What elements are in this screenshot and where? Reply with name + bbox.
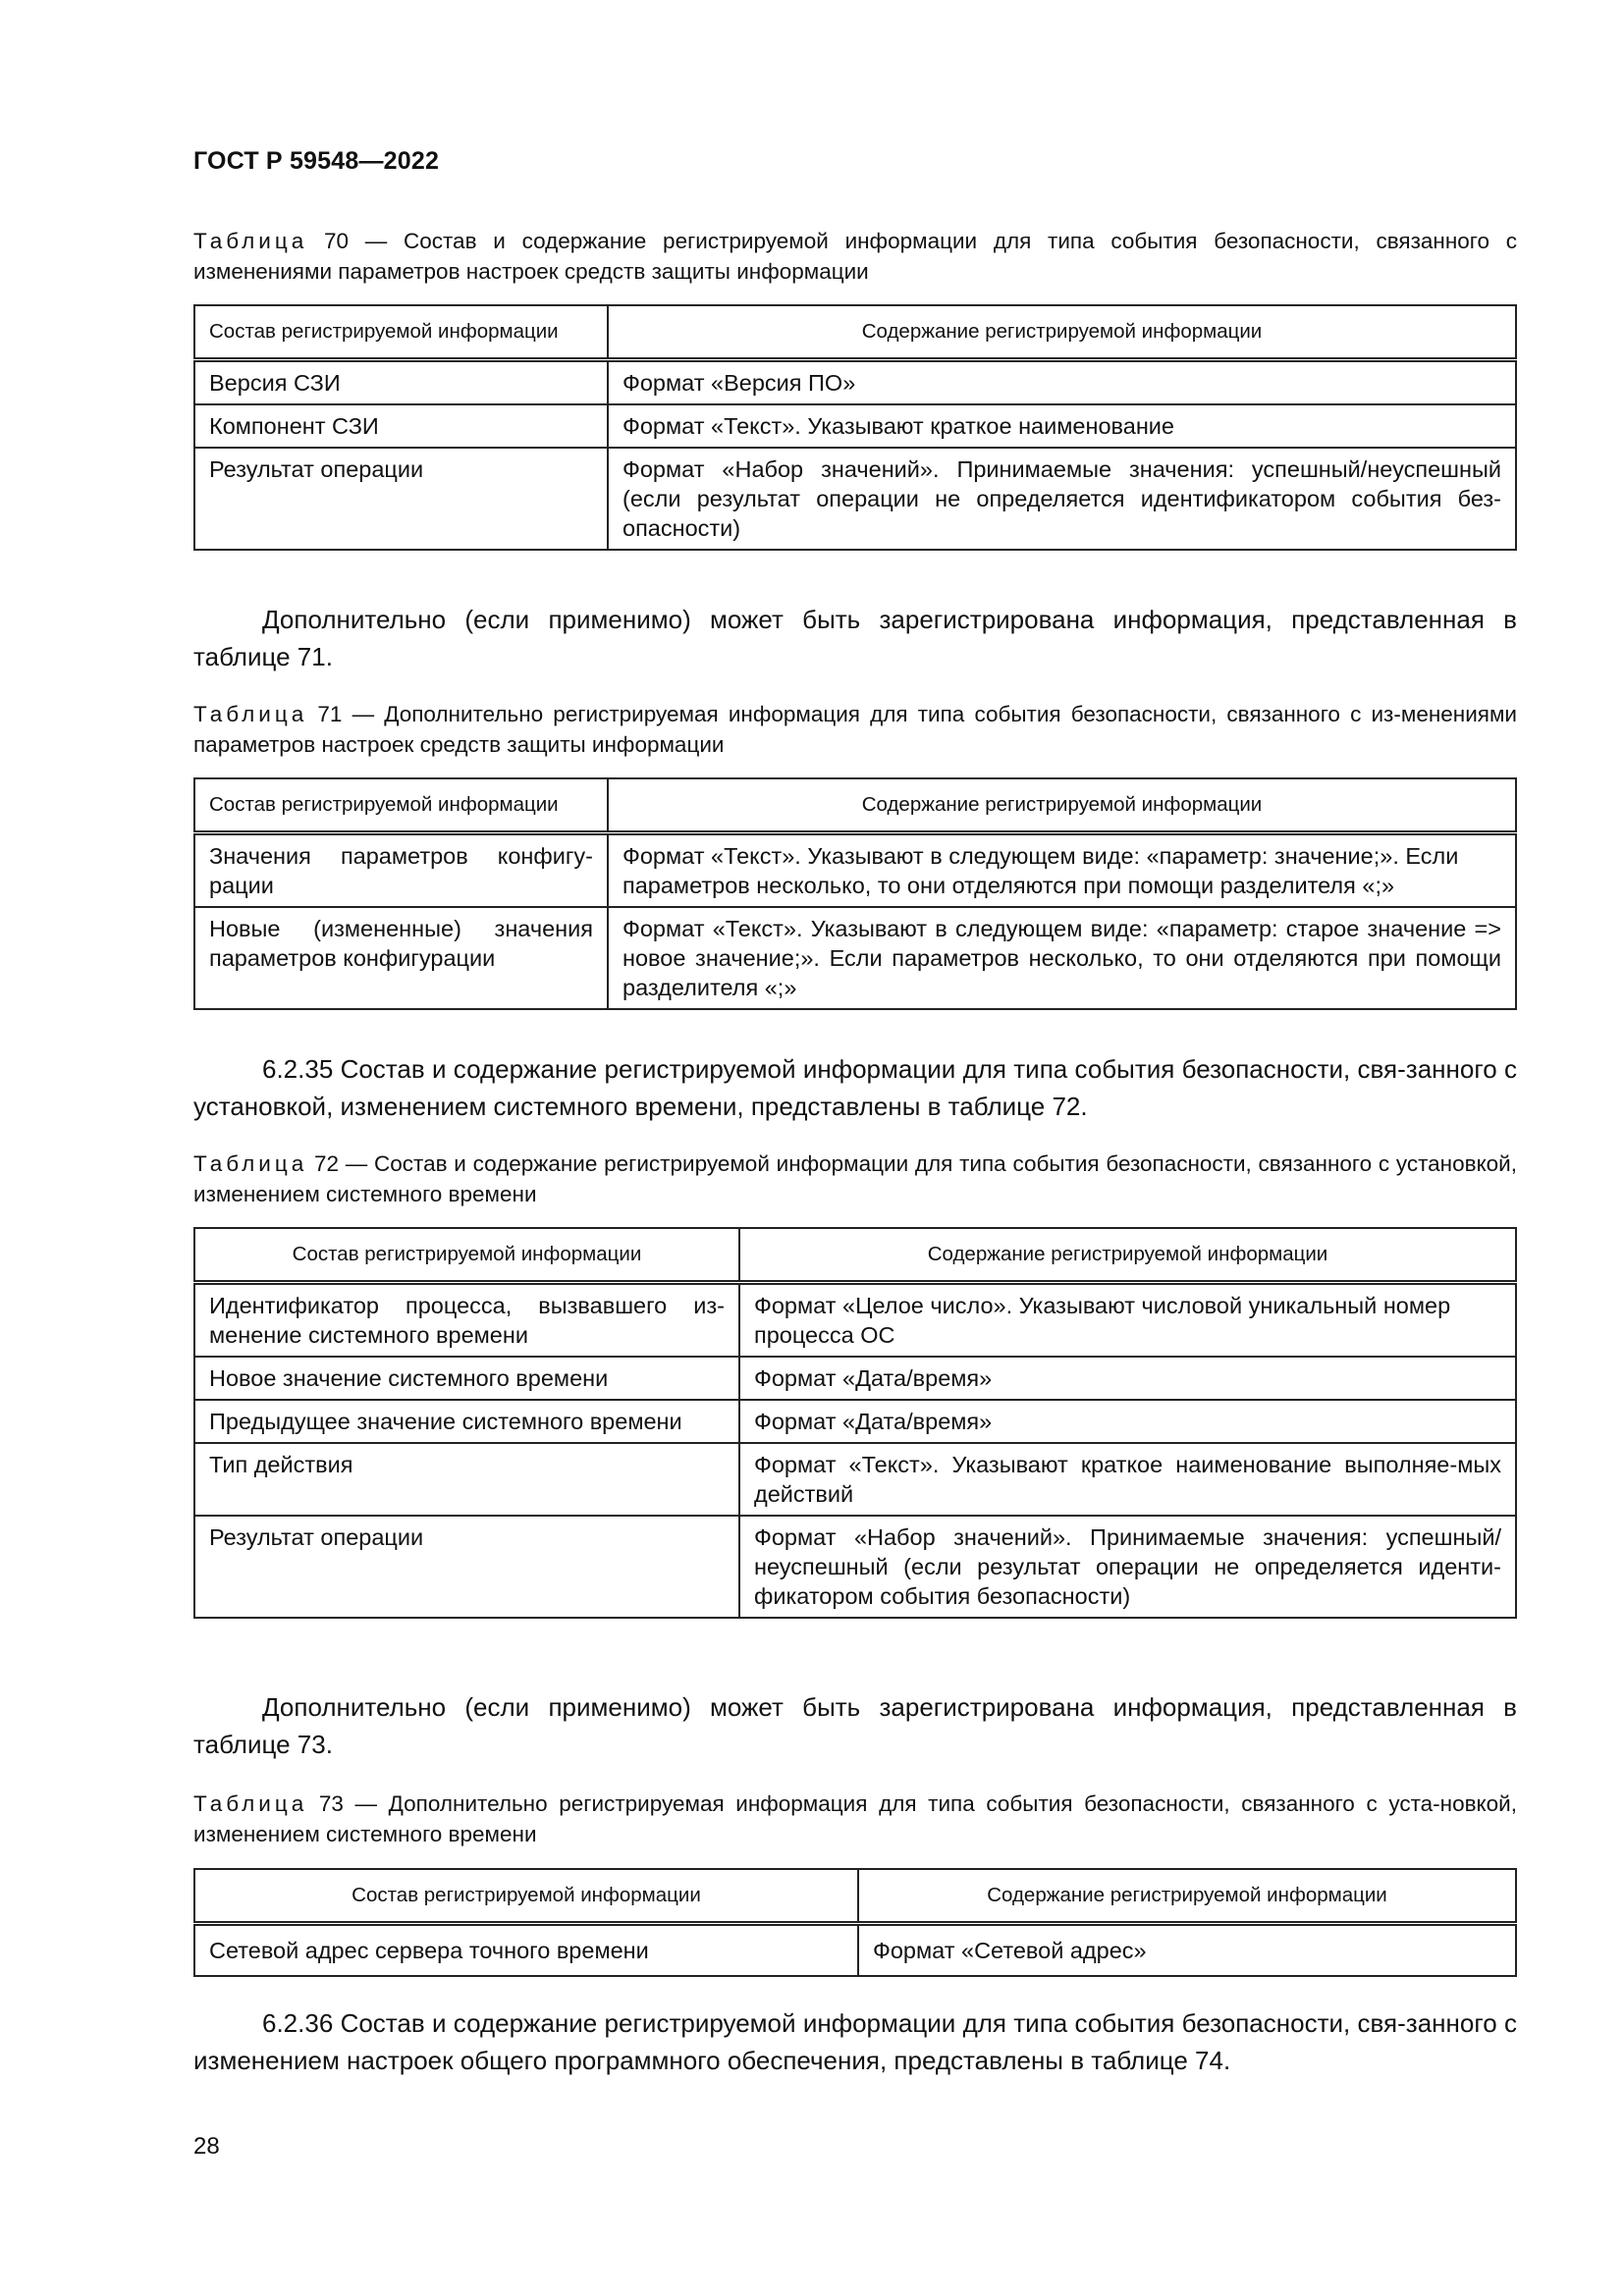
table-row bbox=[194, 404, 1516, 448]
table-row bbox=[194, 1283, 1516, 1358]
paragraph-additional-71: Дополнительно (если применимо) может быть зарегистрирована информация, представленная в таблице 71. bbox=[193, 605, 1517, 671]
table-cell-name: Предыдущее значение системного времени bbox=[194, 1400, 739, 1443]
table-row bbox=[194, 1516, 1516, 1618]
table-cell-content: Формат «Текст». Указывают в следующем виде: «параметр: старое значение => новое значение;». Если параметров несколько, то они отделяются при помощи разделителя «;» bbox=[608, 907, 1516, 1009]
table-cell-name: Новые (измененные) значения параметров конфигурации bbox=[194, 907, 608, 1009]
table-cell-name: Результат операции bbox=[194, 1516, 739, 1618]
table-71-caption bbox=[193, 699, 1517, 760]
table-row bbox=[194, 448, 1516, 550]
table-73-header-left: Состав регистрируемой информации bbox=[194, 1869, 858, 1924]
table-cell-name: Тип действия bbox=[194, 1443, 739, 1516]
table-cell-content: Формат «Текст». Указывают краткое наименование bbox=[608, 404, 1516, 448]
page-number: 28 bbox=[193, 2133, 220, 2160]
table-cell-name: Значения параметров конфигу-рации bbox=[194, 833, 608, 908]
table-70-caption-text: 70 — Состав и содержание регистрируемой информации для типа события безопасности, связанного с изменениями параметров настроек средств защиты информации bbox=[193, 229, 1517, 284]
table-cell-content: Формат «Набор значений». Принимаемые значения: успешный/ неуспешный (если результат операции не определяется иденти-фикатором события безопасности) bbox=[739, 1516, 1516, 1618]
table-row bbox=[194, 1924, 1516, 1977]
table-72-caption bbox=[193, 1148, 1517, 1209]
table-73-caption-text: 73 — Дополнительно регистрируемая информация для типа события безопасности, связанного с уста-новкой, изменением системного времени bbox=[193, 1791, 1517, 1846]
table-73-header-right: Содержание регистрируемой информации bbox=[858, 1869, 1516, 1924]
table-cell-content: Формат «Текст». Указывают краткое наименование выполняе-мых действий bbox=[739, 1443, 1516, 1516]
document-code-header: ГОСТ Р 59548—2022 bbox=[193, 147, 440, 175]
table-72 bbox=[193, 1227, 1517, 1619]
table-73-caption-word: Таблица bbox=[193, 1791, 308, 1816]
table-73-caption bbox=[193, 1789, 1517, 1849]
table-cell-content: Формат «Дата/время» bbox=[739, 1357, 1516, 1400]
table-cell-name: Версия СЗИ bbox=[194, 360, 608, 405]
table-70-caption bbox=[193, 226, 1517, 287]
table-71-caption-text: 71 — Дополнительно регистрируемая информация для типа события безопасности, связанного с из-менениями параметров настроек средств защиты информации bbox=[193, 702, 1517, 757]
table-cell-content: Формат «Набор значений». Принимаемые значения: успешный/неуспешный (если результат операции не определяется идентификатором события без-опасности) bbox=[608, 448, 1516, 550]
paragraph-6-2-35: 6.2.35 Состав и содержание регистрируемой информации для типа события безопасности, свя-занного с установкой, изменением системного времени, представлены в таблице 72. bbox=[193, 1054, 1517, 1121]
table-row bbox=[194, 1400, 1516, 1443]
table-row bbox=[194, 907, 1516, 1009]
table-72-header-left: Состав регистрируемой информации bbox=[194, 1228, 739, 1283]
table-73 bbox=[193, 1868, 1517, 1977]
table-72-caption-text: 72 — Состав и содержание регистрируемой информации для типа события безопасности, связанного с установкой, изменением системного времени bbox=[193, 1151, 1518, 1206]
table-row bbox=[194, 833, 1516, 908]
table-70 bbox=[193, 304, 1517, 551]
table-row bbox=[194, 1357, 1516, 1400]
table-72-header-right: Содержание регистрируемой информации bbox=[739, 1228, 1516, 1283]
table-70-header-right: Содержание регистрируемой информации bbox=[608, 305, 1516, 360]
table-cell-content: Формат «Версия ПО» bbox=[608, 360, 1516, 405]
table-cell-content: Формат «Сетевой адрес» bbox=[858, 1924, 1516, 1977]
table-row bbox=[194, 360, 1516, 405]
table-cell-name: Новое значение системного времени bbox=[194, 1357, 739, 1400]
paragraph-additional-73: Дополнительно (если применимо) может быть зарегистрирована информация, представленная в таблице 73. bbox=[193, 1692, 1517, 1759]
table-cell-name: Результат операции bbox=[194, 448, 608, 550]
table-71-caption-word: Таблица bbox=[193, 702, 308, 726]
table-cell-content: Формат «Дата/время» bbox=[739, 1400, 1516, 1443]
table-row bbox=[194, 1443, 1516, 1516]
table-71-header-left: Состав регистрируемой информации bbox=[194, 778, 608, 833]
table-70-header-left: Состав регистрируемой информации bbox=[194, 305, 608, 360]
table-71 bbox=[193, 777, 1517, 1010]
table-cell-name: Компонент СЗИ bbox=[194, 404, 608, 448]
table-cell-content: Формат «Целое число». Указывают числовой уникальный номер процесса ОС bbox=[739, 1283, 1516, 1358]
table-72-caption-word: Таблица bbox=[193, 1151, 308, 1176]
table-70-caption-word: Таблица bbox=[193, 229, 308, 253]
paragraph-6-2-36: 6.2.36 Состав и содержание регистрируемой информации для типа события безопасности, свя-занного с изменением настроек общего программного обеспечения, представлены в таблице 74. bbox=[193, 2008, 1517, 2075]
table-cell-name: Идентификатор процесса, вызвавшего из-менение системного времени bbox=[194, 1283, 739, 1358]
table-cell-content: Формат «Текст». Указывают в следующем виде: «параметр: значение;». Если параметров несколько, то они отделяются при помощи разделителя «;» bbox=[608, 833, 1516, 908]
table-cell-name: Сетевой адрес сервера точного времени bbox=[194, 1924, 858, 1977]
table-71-header-right: Содержание регистрируемой информации bbox=[608, 778, 1516, 833]
